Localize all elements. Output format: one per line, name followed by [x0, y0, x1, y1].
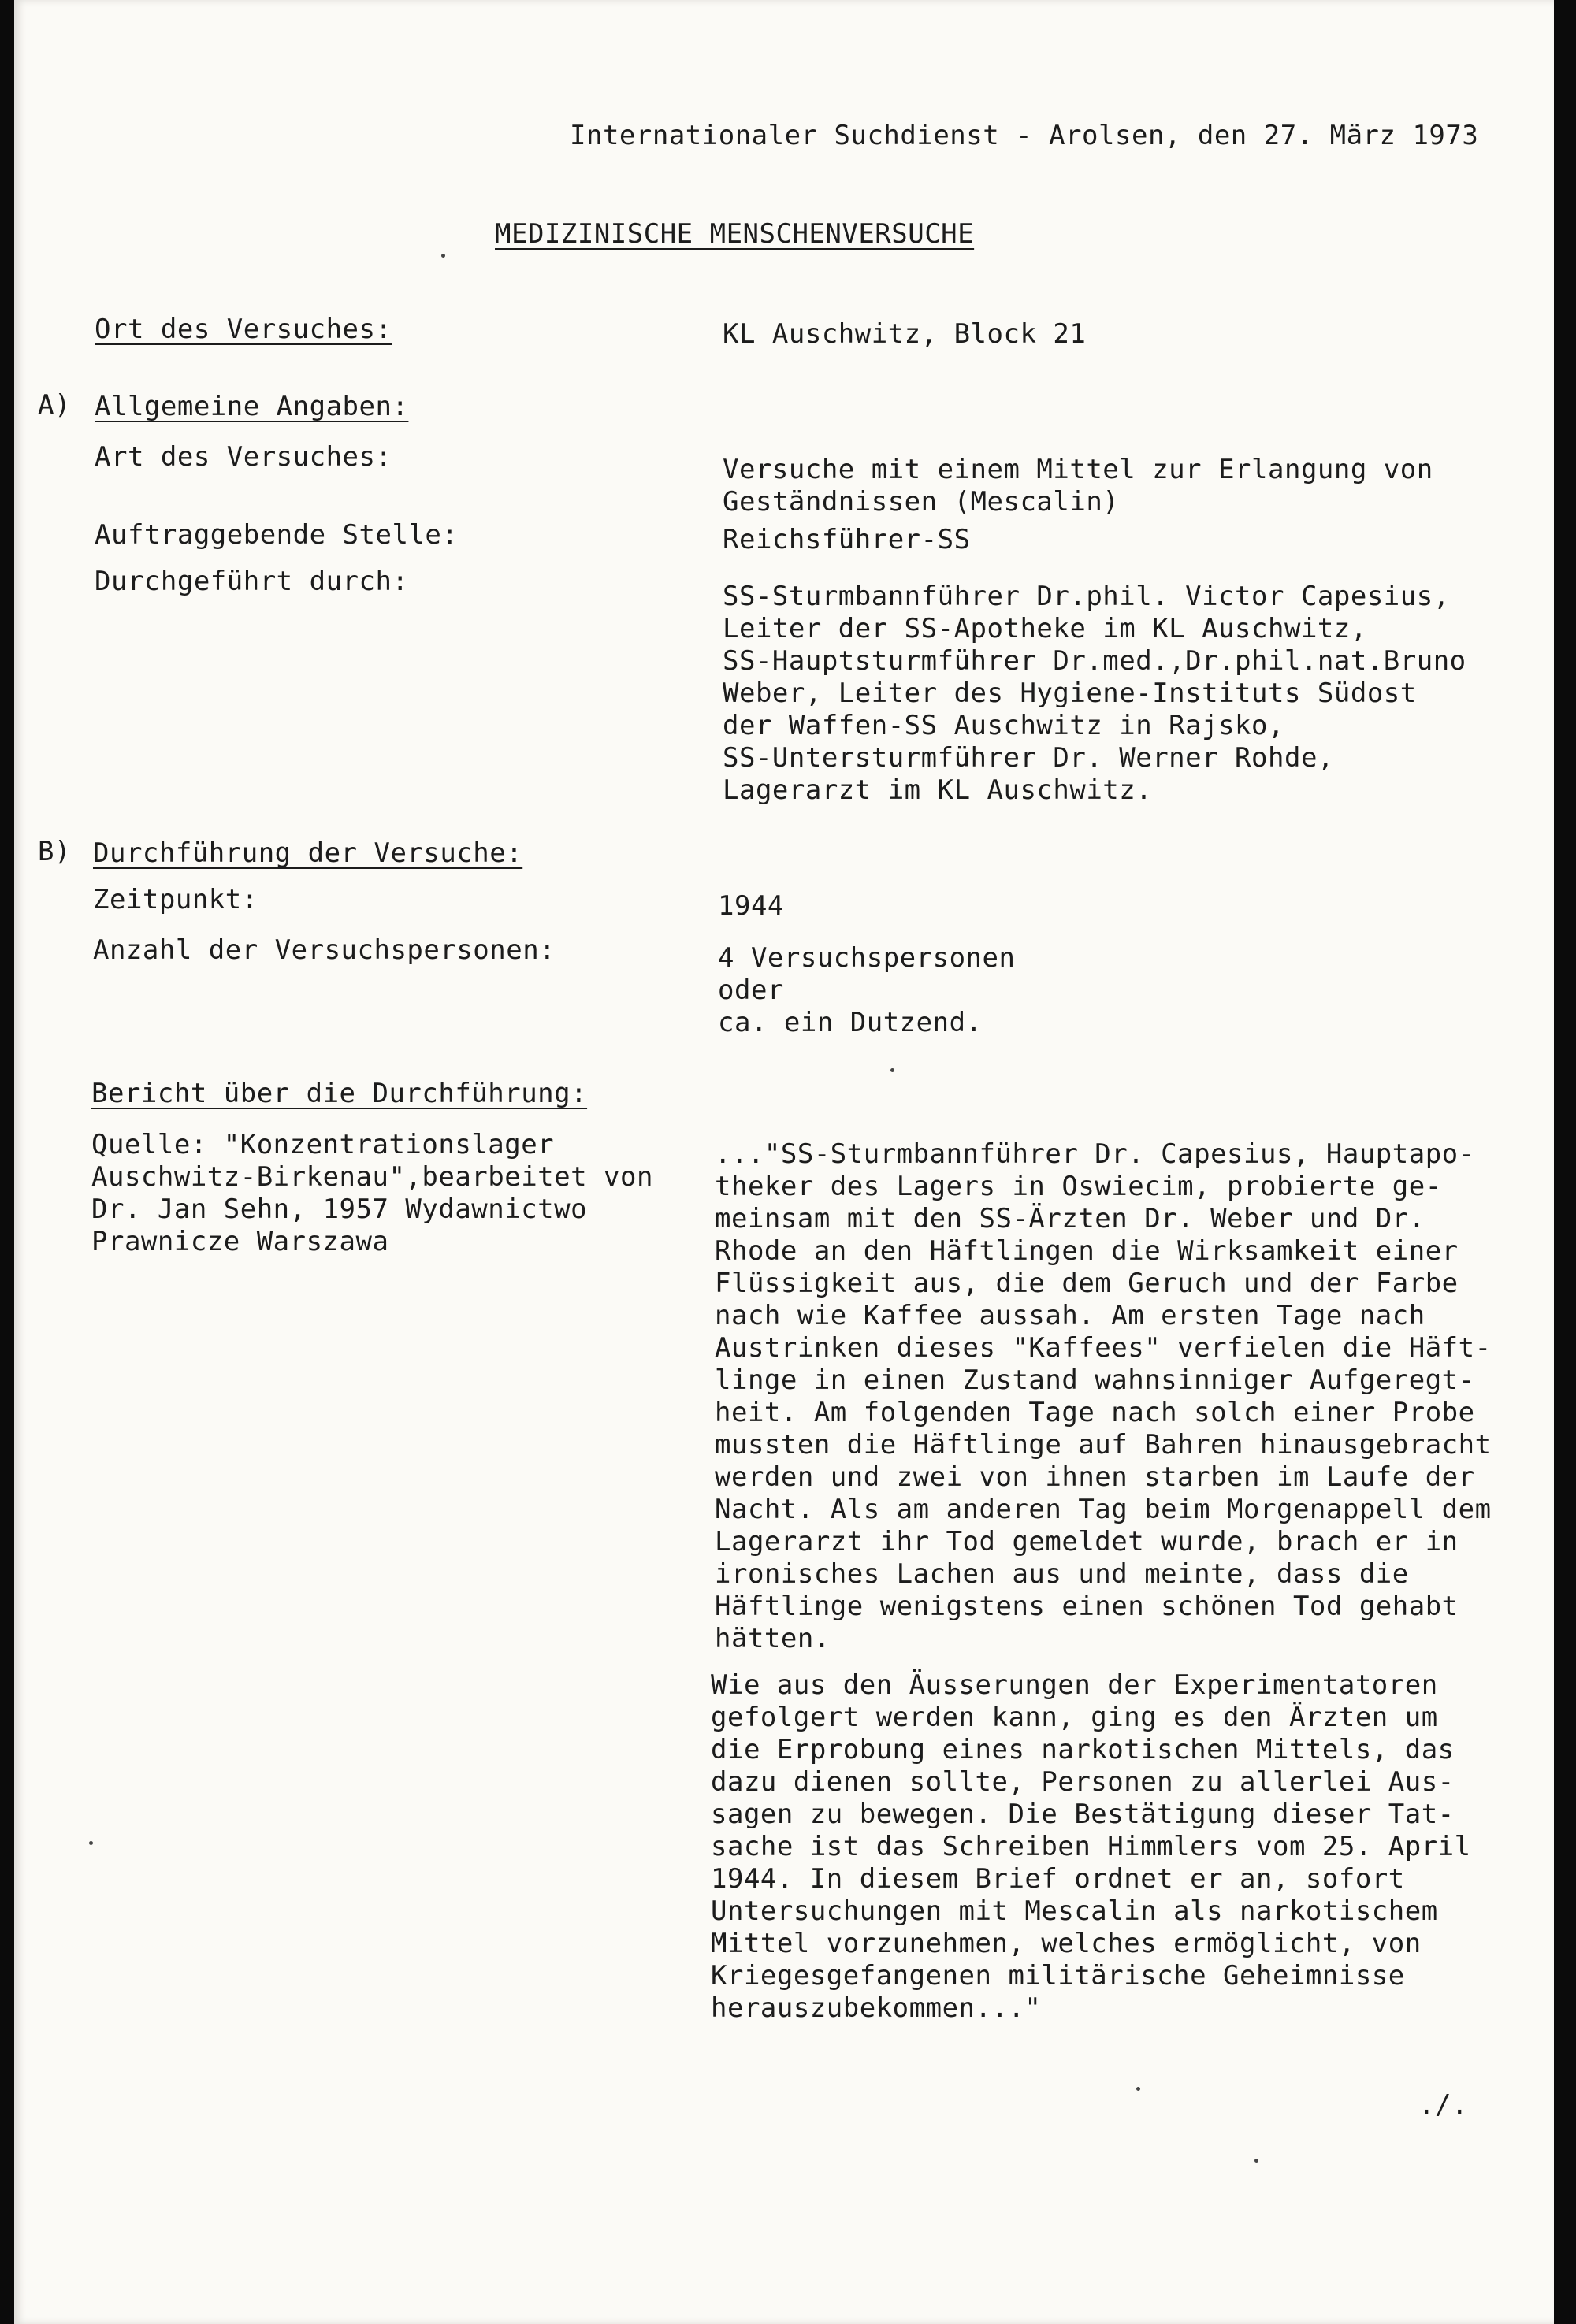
place-date-line: Internationaler Suchdienst - Arolsen, den 27. März 1973 [570, 120, 1479, 151]
section-b-heading: Durchführung der Versuche: [93, 837, 523, 869]
anzahl-label: Anzahl der Versuchspersonen: [93, 934, 556, 966]
quote-line: meinsam mit den SS-Ärzten Dr. Weber und Dr. [715, 1203, 1425, 1234]
durch-value-line: SS-Sturmbannführer Dr.phil. Victor Capesius, [723, 581, 1450, 612]
quote-line: Häftlinge wenigstens einen schönen Tod gehabt [715, 1591, 1459, 1622]
anzahl-value [718, 942, 1015, 1039]
quote-line: mussten die Häftlinge auf Bahren hinausgebracht [715, 1429, 1492, 1461]
zeit-label: Zeitpunkt: [93, 884, 258, 915]
bericht-quote [715, 1138, 1492, 1655]
conclusion-line: dazu dienen sollte, Personen zu allerlei Aus- [711, 1766, 1455, 1798]
bericht-source [91, 1129, 653, 1258]
ort-value: KL Auschwitz, Block 21 [723, 318, 1087, 350]
quote-line: Rhode an den Häftlingen die Wirksamkeit einer [715, 1235, 1459, 1267]
durch-value [723, 581, 1466, 807]
quote-line: Flüssigkeit aus, die dem Geruch und der Farbe [715, 1268, 1459, 1299]
quote-line: nach wie Kaffee aussah. Am ersten Tage nach [715, 1300, 1425, 1331]
section-a-marker: A) [38, 389, 71, 421]
speck [89, 1841, 93, 1845]
bericht-heading: Bericht über die Durchführung: [91, 1078, 588, 1109]
speck [1254, 2159, 1258, 2163]
art-value [723, 454, 1433, 518]
quote-line: linge in einen Zustand wahnsinniger Aufgeregt- [715, 1364, 1475, 1396]
durch-value-line: Lagerarzt im KL Auschwitz. [723, 774, 1153, 806]
conclusion-line: sagen zu bewegen. Die Bestätigung dieser Tat- [711, 1799, 1455, 1830]
speck [890, 1068, 894, 1072]
conclusion-line: Kriegesgefangenen militärische Geheimnisse [711, 1960, 1405, 1992]
source-line: Quelle: "Konzentrationslager [91, 1129, 555, 1160]
quote-line: Austrinken dieses "Kaffees" verfielen die Häft- [715, 1332, 1492, 1364]
durch-value-line: Leiter der SS-Apotheke im KL Auschwitz, [723, 613, 1367, 644]
document-page [14, 0, 1554, 2324]
conclusion-line: Wie aus den Äusserungen der Experimentatoren [711, 1669, 1438, 1701]
source-line: Dr. Jan Sehn, 1957 Wydawnictwo [91, 1194, 588, 1225]
quote-line: ironisches Lachen aus und meinte, dass die [715, 1558, 1409, 1590]
art-value-line: Versuche mit einem Mittel zur Erlangung von [723, 454, 1433, 485]
quote-line: hätten. [715, 1623, 831, 1654]
quote-line: Lagerarzt ihr Tod gemeldet wurde, brach er in [715, 1526, 1459, 1557]
conclusion-line: herauszubekommen..." [711, 1992, 1042, 2024]
section-a-heading: Allgemeine Angaben: [95, 391, 409, 422]
bericht-conclusion [711, 1669, 1471, 2025]
anzahl-value-line: oder [718, 975, 784, 1006]
auftrag-label: Auftraggebende Stelle: [95, 519, 459, 551]
ort-label: Ort des Versuches: [95, 314, 392, 345]
durch-value-line: SS-Hauptsturmführer Dr.med.,Dr.phil.nat.Bruno [723, 645, 1466, 677]
durch-value-line: Weber, Leiter des Hygiene-Instituts Südost [723, 678, 1417, 709]
section-b-marker: B) [38, 836, 71, 867]
speck [441, 254, 445, 258]
art-label: Art des Versuches: [95, 441, 392, 473]
source-line: Prawnicze Warszawa [91, 1226, 389, 1257]
durch-label: Durchgeführt durch: [95, 566, 409, 597]
quote-line: Nacht. Als am anderen Tag beim Morgenappell dem [715, 1494, 1492, 1525]
auftrag-value: Reichsführer-SS [723, 524, 971, 555]
quote-line: werden und zwei von ihnen starben im Laufe der [715, 1461, 1475, 1493]
quote-line: theker des Lagers in Oswiecim, probierte ge- [715, 1171, 1442, 1202]
durch-value-line: der Waffen-SS Auschwitz in Rajsko, [723, 710, 1284, 741]
quote-line: heit. Am folgenden Tage nach solch einer Probe [715, 1397, 1475, 1428]
speck [1136, 2087, 1140, 2091]
conclusion-line: Mittel vorzunehmen, welches ermöglicht, von [711, 1928, 1422, 1959]
zeit-value: 1944 [718, 890, 784, 922]
conclusion-line: Untersuchungen mit Mescalin als narkotischem [711, 1895, 1438, 1927]
source-line: Auschwitz-Birkenau",bearbeitet von [91, 1161, 653, 1193]
conclusion-line: 1944. In diesem Brief ordnet er an, sofort [711, 1863, 1405, 1895]
conclusion-line: gefolgert werden kann, ging es den Ärzten um [711, 1702, 1438, 1733]
art-value-line: Geständnissen (Mescalin) [723, 486, 1120, 518]
continuation-mark: ./. [1418, 2089, 1468, 2121]
conclusion-line: die Erprobung eines narkotischen Mittels, das [711, 1734, 1455, 1765]
durch-value-line: SS-Untersturmführer Dr. Werner Rohde, [723, 742, 1334, 774]
document-title: MEDIZINISCHE MENSCHENVERSUCHE [495, 218, 975, 250]
conclusion-line: sache ist das Schreiben Himmlers vom 25. April [711, 1831, 1471, 1862]
anzahl-value-line: 4 Versuchspersonen [718, 942, 1016, 974]
anzahl-value-line: ca. ein Dutzend. [718, 1007, 983, 1038]
quote-line: ..."SS-Sturmbannführer Dr. Capesius, Hauptapo- [715, 1138, 1475, 1170]
